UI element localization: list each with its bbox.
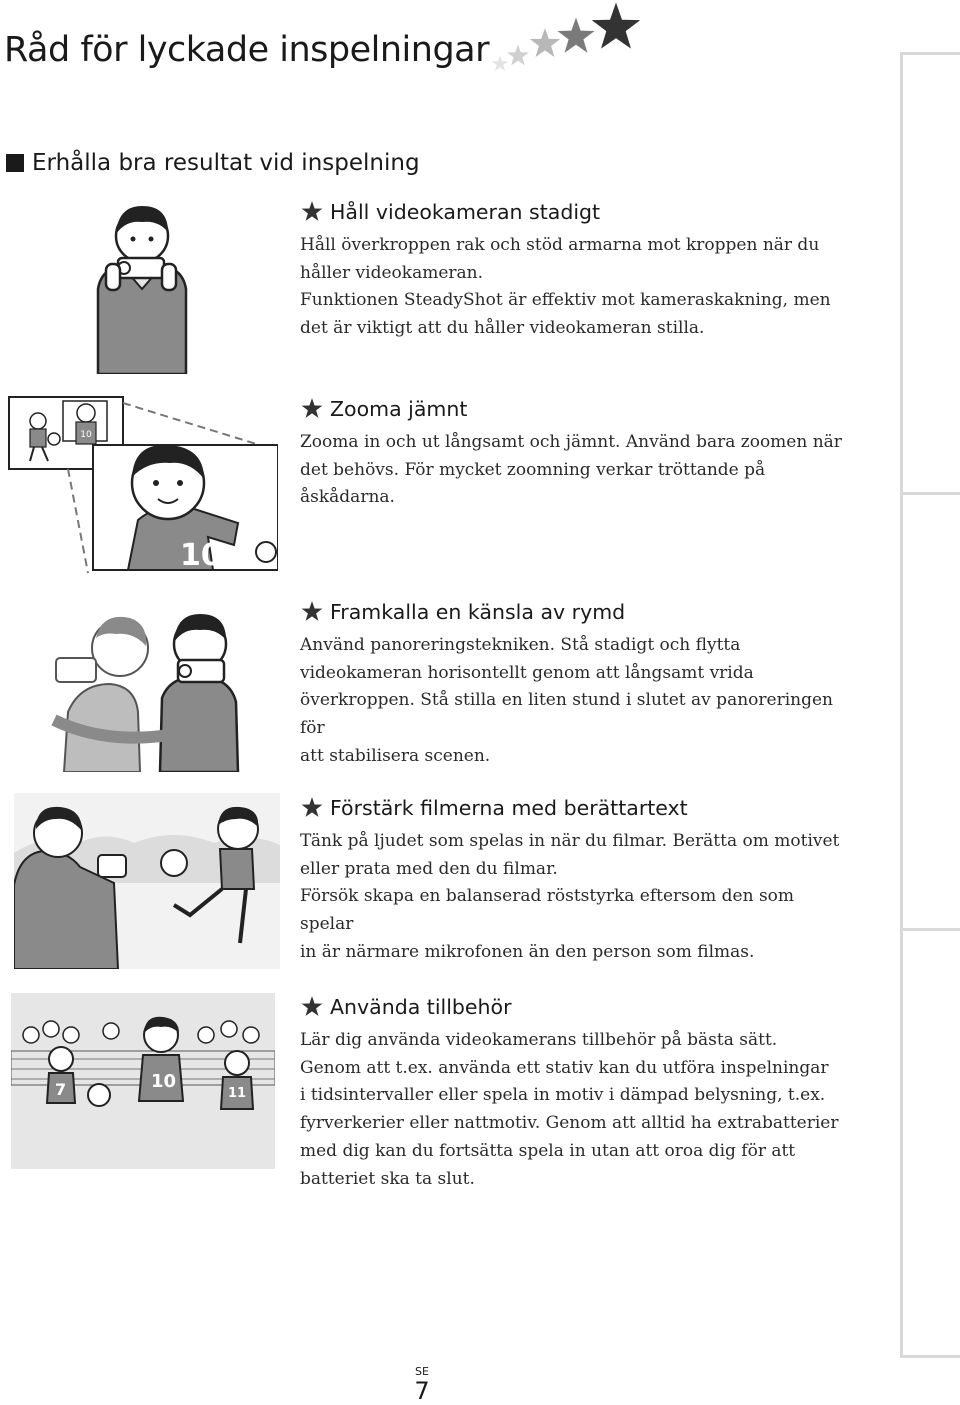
star-icon (300, 796, 324, 820)
tip-line: det behövs. För mycket zoomning verkar tröttande på åskådarna. (300, 459, 766, 508)
tip-heading (300, 397, 845, 421)
tip-body (300, 632, 845, 771)
illustration-narration (14, 793, 280, 969)
side-tab-2 (900, 492, 960, 928)
tip-line: med dig kan du fortsätta spela in utan att oroa dig för att (300, 1140, 796, 1161)
section-heading-text: Erhålla bra resultat vid inspelning (32, 150, 420, 176)
tip-line: Försök skapa en balanserad röststyrka eftersom den som spelar (300, 886, 795, 935)
decorative-stars-icon (490, 2, 640, 74)
tip-line: i tidsintervaller eller spela in motiv i dämpad belysning, t.ex. (300, 1085, 826, 1106)
section-heading (6, 150, 420, 176)
tip-line: det är viktigt att du håller videokameran stilla. (300, 318, 705, 339)
star-icon (300, 200, 324, 224)
jersey-number: 7 (55, 1080, 67, 1099)
tip-line: Genom att t.ex. använda ett stativ kan du utföra inspelningar (300, 1057, 829, 1078)
tip-heading (300, 995, 845, 1019)
page-number (410, 1366, 434, 1404)
tip-line: in är närmare mikrofonen än den person som filmas. (300, 941, 755, 962)
tip-heading-text: Zooma jämnt (330, 397, 468, 421)
tip-line: att stabilisera scenen. (300, 745, 491, 766)
jersey-number: 10 (80, 430, 92, 440)
tip-line: Använd panoreringstekniken. Stå stadigt och flytta (300, 635, 741, 655)
tip-body (300, 828, 845, 967)
illustration-panning (40, 602, 240, 772)
tip-line: överkroppen. Stå stilla en liten stund i slutet av panoreringen för (300, 690, 833, 739)
tip-line: håller videokameran. (300, 262, 483, 283)
black-square-icon (6, 154, 24, 172)
jersey-number: 10 (151, 1071, 177, 1092)
tip-line: Lär dig använda videokamerans tillbehör på bästa sätt. (300, 1030, 778, 1050)
illustration-accessories (11, 993, 275, 1169)
tip-line: videokameran horisontellt genom att långsamt vrida (300, 662, 754, 683)
tip-line: Zooma in och ut långsamt och jämnt. Använd bara zoomen när (300, 432, 842, 452)
tip-heading (300, 200, 845, 224)
tip-narration (300, 796, 845, 967)
tip-accessories (300, 995, 845, 1193)
tip-line: Funktionen SteadyShot är effektiv mot kameraskakning, men (300, 290, 831, 311)
tip-heading-text: Använda tillbehör (330, 995, 512, 1019)
tip-body (300, 429, 845, 512)
tip-line: eller prata med den du filmar. (300, 858, 558, 879)
tip-body (300, 232, 845, 343)
page-title: Råd för lyckade inspelningar (4, 30, 490, 70)
tip-line: fyrverkerier eller nattmotiv. Genom att alltid ha extrabatterier (300, 1113, 839, 1134)
tip-sense-of-space (300, 600, 845, 771)
jersey-number: 11 (228, 1086, 247, 1101)
tip-zoom-smoothly (300, 397, 845, 512)
page-number-value: 7 (414, 1377, 430, 1405)
tip-line: batteriet ska ta slut. (300, 1168, 475, 1189)
tip-heading (300, 600, 845, 624)
side-tab-1 (900, 52, 960, 492)
jersey-number: 10 (180, 538, 222, 573)
tip-heading-text: Håll videokameran stadigt (330, 200, 601, 224)
tip-heading-text: Förstärk filmerna med berättartext (330, 796, 688, 820)
star-icon (300, 995, 324, 1019)
page-language-code: SE (415, 1365, 429, 1378)
star-icon (300, 397, 324, 421)
tip-heading-text: Framkalla en känsla av rymd (330, 600, 626, 624)
tip-heading (300, 796, 845, 820)
tip-line: Håll överkroppen rak och stöd armarna mot kroppen när du (300, 235, 820, 255)
illustration-hold-steady (92, 194, 192, 374)
tip-body (300, 1027, 845, 1193)
illustration-zoom (8, 395, 278, 575)
side-tab-3 (900, 928, 960, 1358)
star-icon (300, 600, 324, 624)
tip-line: Tänk på ljudet som spelas in när du filmar. Berätta om motivet (300, 831, 840, 851)
tip-hold-steady (300, 200, 845, 343)
